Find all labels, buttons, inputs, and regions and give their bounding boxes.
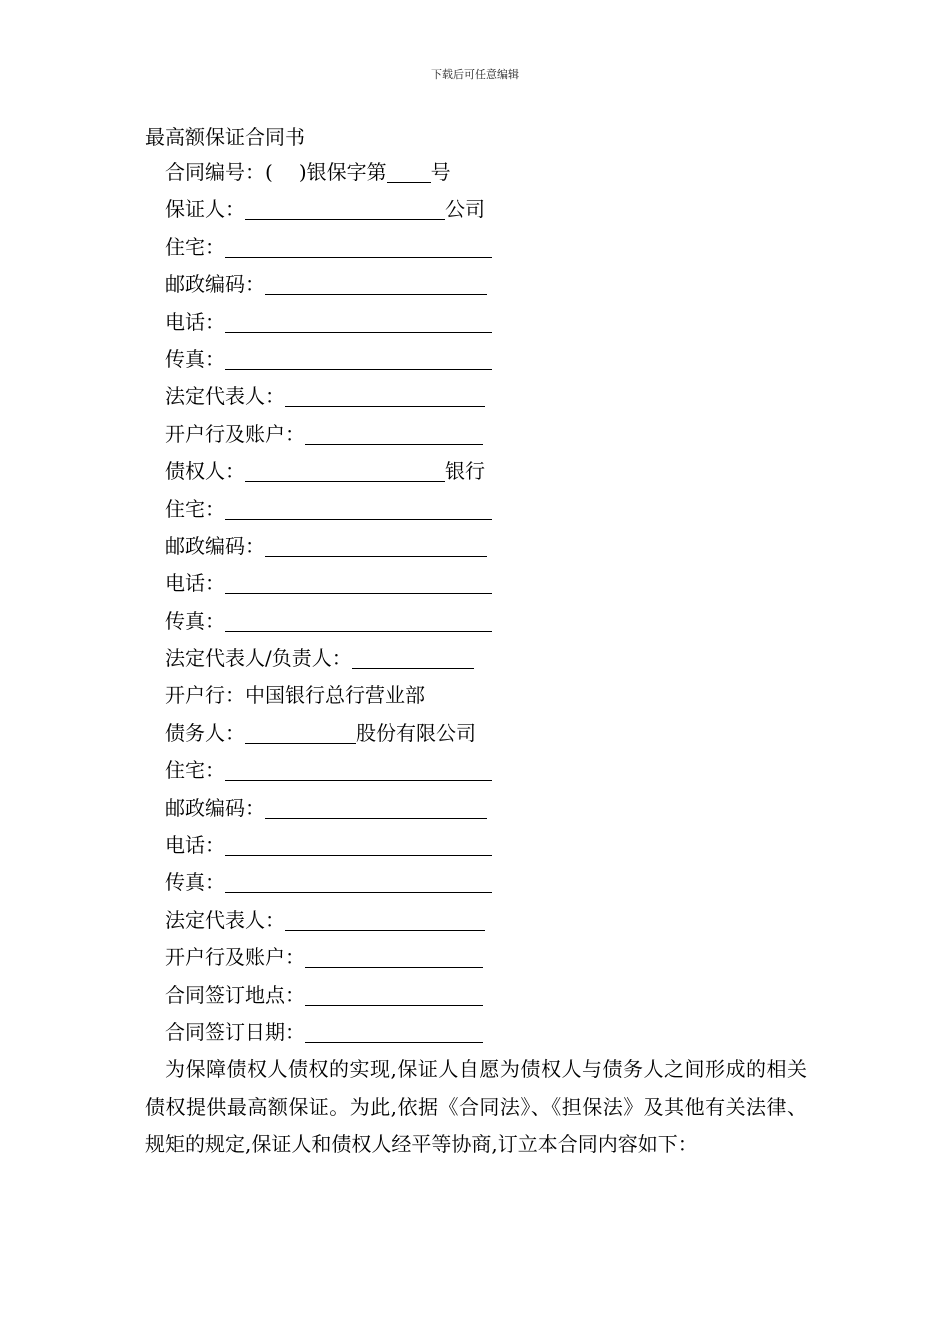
debtor-fax-label: 传真：	[165, 870, 225, 895]
guarantor-legal-rep-blank[interactable]	[285, 384, 485, 407]
debtor-legal-rep-row	[165, 906, 492, 943]
guarantor-postcode-row	[165, 270, 492, 307]
creditor-fax-label: 传真：	[165, 608, 225, 633]
creditor-address-label: 住宅：	[165, 496, 225, 521]
creditor-fax-row	[165, 607, 492, 644]
signing-place-label: 合同签订地点：	[165, 982, 305, 1007]
debtor-fax-row	[165, 868, 492, 905]
debtor-name-row	[165, 719, 492, 756]
creditor-postcode-row	[165, 532, 492, 569]
contract-number-paren-blank[interactable]	[273, 160, 299, 182]
guarantor-fax-label: 传真：	[165, 346, 225, 371]
guarantor-phone-label: 电话：	[165, 309, 225, 334]
creditor-bank-row	[165, 681, 492, 718]
creditor-fax-blank[interactable]	[225, 609, 492, 632]
guarantor-phone-row	[165, 308, 492, 345]
debtor-bank-account-blank[interactable]	[305, 945, 483, 968]
guarantor-phone-blank[interactable]	[225, 310, 492, 333]
debtor-name-suffix: 股份有限公司	[356, 720, 476, 745]
guarantor-address-row	[165, 233, 492, 270]
creditor-postcode-blank[interactable]	[265, 534, 487, 557]
guarantor-postcode-blank[interactable]	[265, 272, 487, 295]
creditor-phone-row	[165, 569, 492, 606]
creditor-legal-rep-blank[interactable]	[352, 646, 474, 669]
signing-date-row	[165, 1018, 492, 1055]
intro-paragraph: 为保障债权人债权的实现,保证人自愿为债权人与债务人之间形成的相关债权提供最高额保证。为此,依据《合同法》、《担保法》及其他有关法律、规矩的规定,保证人和债权人经平等协商,订立本合同内容如下：	[145, 1057, 807, 1156]
creditor-name-row	[165, 457, 492, 494]
debtor-name-blank[interactable]	[245, 721, 356, 744]
guarantor-address-blank[interactable]	[225, 235, 492, 258]
debtor-address-row	[165, 756, 492, 793]
debtor-fax-blank[interactable]	[225, 870, 492, 893]
guarantor-fax-blank[interactable]	[225, 347, 492, 370]
debtor-legal-rep-label: 法定代表人：	[165, 907, 285, 932]
creditor-name-blank[interactable]	[245, 459, 445, 482]
debtor-bank-account-row	[165, 943, 492, 980]
debtor-phone-blank[interactable]	[225, 833, 492, 856]
guarantor-name-label: 保证人：	[165, 197, 245, 222]
debtor-postcode-row	[165, 794, 492, 831]
creditor-address-blank[interactable]	[225, 497, 492, 520]
page-header-note: 下载后可任意编辑	[431, 68, 519, 81]
guarantor-bank-account-row	[165, 420, 492, 457]
guarantor-bank-account-label: 开户行及账户：	[165, 421, 305, 446]
creditor-name-suffix: 银行	[445, 459, 485, 484]
debtor-phone-row	[165, 831, 492, 868]
creditor-address-row	[165, 495, 492, 532]
guarantor-postcode-label: 邮政编码：	[165, 272, 265, 297]
contract-number-label: 合同编号：(	[165, 160, 273, 184]
contract-number-suffix: 号	[430, 160, 451, 184]
contract-number-row	[165, 158, 492, 195]
signing-place-blank[interactable]	[305, 983, 483, 1006]
contract-number-blank[interactable]	[387, 160, 431, 183]
contract-fields	[165, 158, 492, 1055]
contract-number-middle: )银保字第	[298, 160, 387, 184]
creditor-bank-label: 开户行：中国银行总行营业部	[165, 683, 425, 708]
debtor-address-blank[interactable]	[225, 758, 492, 781]
creditor-legal-rep-label: 法定代表人/负责人：	[165, 646, 352, 671]
creditor-phone-blank[interactable]	[225, 571, 492, 594]
document-title: 最高额保证合同书	[145, 125, 305, 149]
creditor-postcode-label: 邮政编码：	[165, 533, 265, 558]
guarantor-bank-account-blank[interactable]	[305, 422, 483, 445]
creditor-phone-label: 电话：	[165, 571, 225, 596]
debtor-postcode-blank[interactable]	[265, 796, 487, 819]
creditor-name-label: 债权人：	[165, 459, 245, 484]
guarantor-legal-rep-label: 法定代表人：	[165, 384, 285, 409]
guarantor-fax-row	[165, 345, 492, 382]
guarantor-name-suffix: 公司	[445, 197, 485, 222]
guarantor-address-label: 住宅：	[165, 234, 225, 259]
debtor-name-label: 债务人：	[165, 720, 245, 745]
guarantor-name-blank[interactable]	[245, 197, 445, 220]
signing-date-blank[interactable]	[305, 1020, 483, 1043]
debtor-postcode-label: 邮政编码：	[165, 795, 265, 820]
debtor-bank-account-label: 开户行及账户：	[165, 945, 305, 970]
signing-date-label: 合同签订日期：	[165, 1019, 305, 1044]
creditor-legal-rep-row	[165, 644, 492, 681]
guarantor-name-row	[165, 195, 492, 232]
signing-place-row	[165, 981, 492, 1018]
debtor-legal-rep-blank[interactable]	[285, 908, 485, 931]
debtor-address-label: 住宅：	[165, 758, 225, 783]
debtor-phone-label: 电话：	[165, 833, 225, 858]
guarantor-legal-rep-row	[165, 382, 492, 419]
